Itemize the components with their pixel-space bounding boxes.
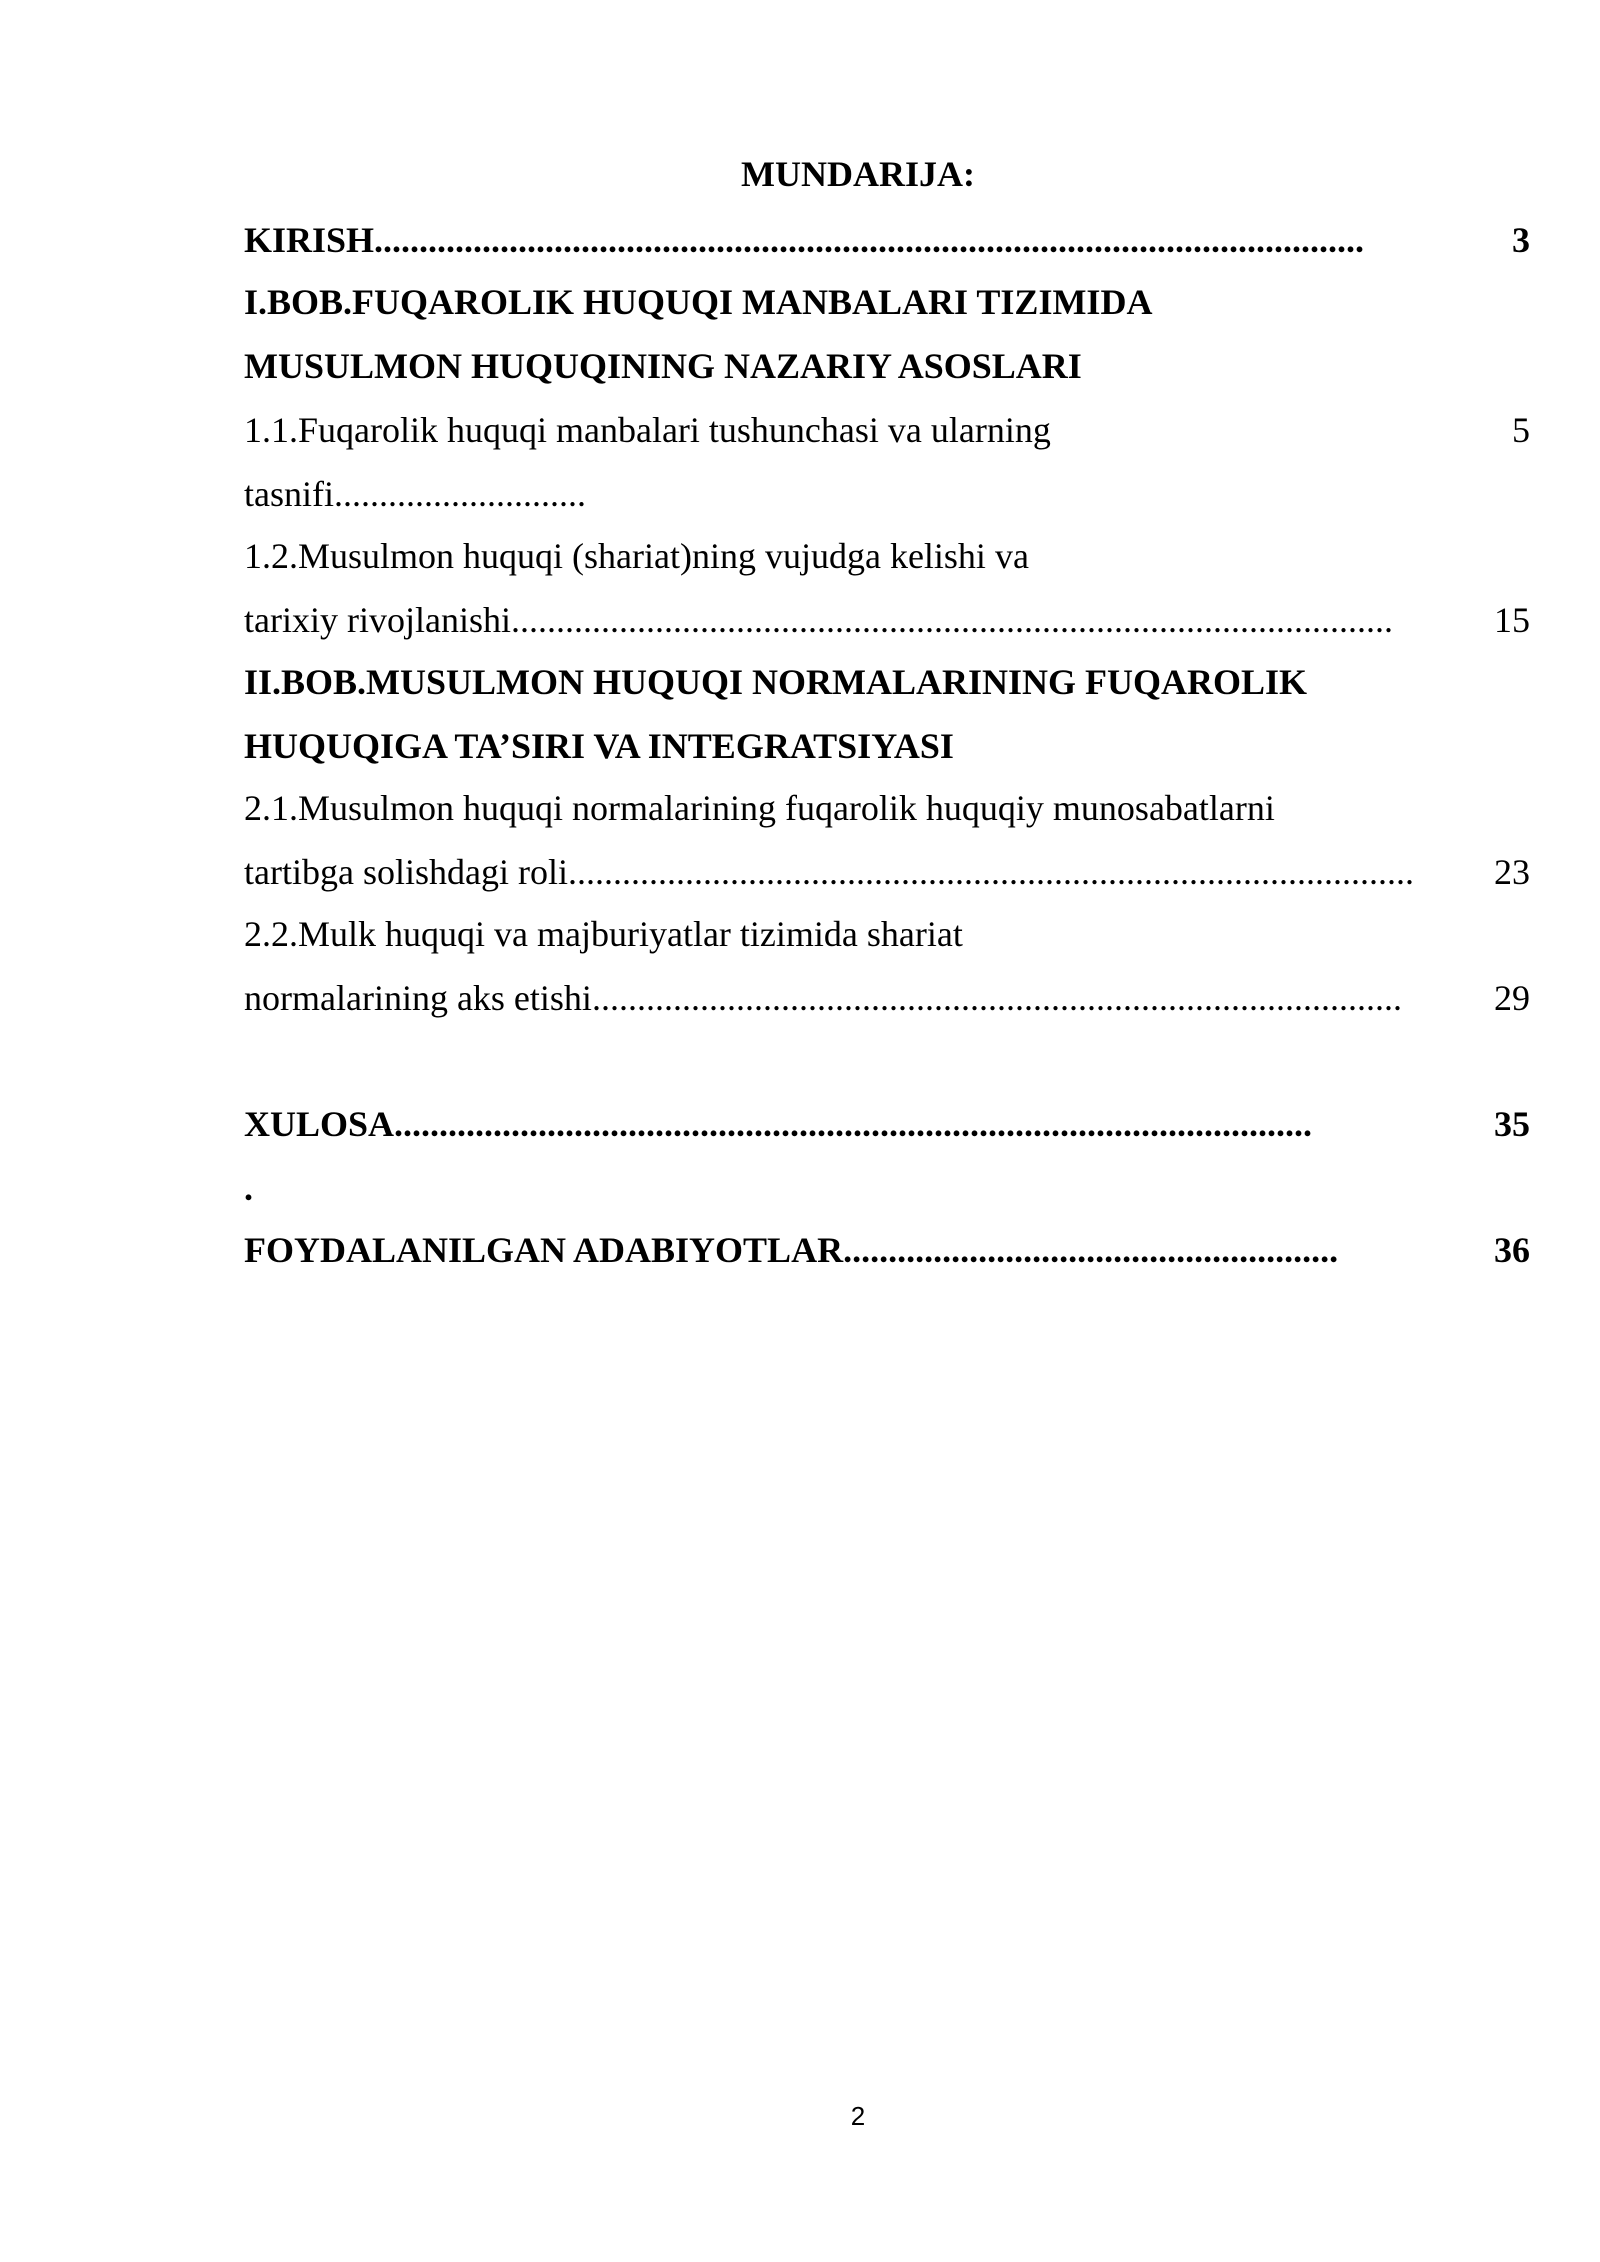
toc-heading: MUNDARIJA: [741, 154, 975, 194]
toc-chapter-2-title-line2[interactable]: HUQUQIGA TA’SIRI VA INTEGRATSIYASI [244, 726, 954, 766]
stray-dot: . [244, 1168, 253, 1208]
toc-chapter-2-title-line1[interactable]: II.BOB.MUSULMON HUQUQI NORMALARINING FUQAROLIK [244, 662, 1308, 702]
toc-section-2-1-line1[interactable]: 2.1.Musulmon huquqi normalarining fuqarolik huquqiy munosabatlarni [244, 788, 1275, 828]
toc-entry-label: KIRISH [244, 220, 375, 260]
toc-page-number: 15 [1494, 600, 1530, 640]
dot-leader: .............................................................................................................. [374, 220, 1365, 260]
toc-section-2-1-line2[interactable] [244, 850, 1456, 894]
toc-section-1-1-line1[interactable]: 1.1.Fuqarolik huquqi manbalari tushunchasi va ularning [244, 410, 1051, 450]
toc-section-2-2-line1[interactable]: 2.2.Mulk huquqi va majburiyatlar tizimida shariat [244, 914, 963, 954]
toc-entry-label: normalarining aks etishi [244, 978, 592, 1018]
footer-page-number: 2 [850, 2101, 866, 2131]
toc-section-1-1-line2[interactable]: tasnifi............................ [244, 474, 586, 514]
toc-entry-xulosa[interactable] [244, 1102, 1456, 1146]
toc-section-1-2-line2[interactable] [244, 598, 1456, 642]
toc-page-number: 35 [1494, 1104, 1530, 1144]
toc-entry-label: tarixiy rivojlanishi [244, 600, 511, 640]
toc-entry-label: tartibga solishdagi roli [244, 852, 568, 892]
dot-leader: .............................................................................................. [567, 852, 1414, 892]
toc-section-1-2-line1[interactable]: 1.2.Musulmon huquqi (shariat)ning vujudga kelishi va [244, 536, 1029, 576]
toc-page-number: 3 [1512, 220, 1530, 260]
toc-chapter-1-title-line1[interactable]: I.BOB.FUQAROLIK HUQUQI MANBALARI TIZIMIDA [244, 282, 1153, 322]
dot-leader: .......................................................................................... [591, 978, 1402, 1018]
dot-leader: ....................................................... [843, 1230, 1339, 1270]
dot-leader: ...................................................................................................... [394, 1104, 1313, 1144]
toc-page-number: 29 [1494, 978, 1530, 1018]
toc-chapter-1-title-line2[interactable]: MUSULMON HUQUQINING NAZARIY ASOSLARI [244, 346, 1082, 386]
toc-page-number: 5 [1512, 410, 1530, 450]
toc-entry-label: XULOSA [244, 1104, 395, 1144]
dot-leader: .................................................................................................. [510, 600, 1393, 640]
toc-page-number: 36 [1494, 1230, 1530, 1270]
toc-page-number: 23 [1494, 852, 1530, 892]
toc-entry-adabiyotlar[interactable] [244, 1228, 1456, 1272]
toc-section-2-2-line2[interactable] [244, 976, 1456, 1020]
toc-entry-label: FOYDALANILGAN ADABIYOTLAR [244, 1230, 844, 1270]
toc-entry-kirish[interactable] [244, 218, 1449, 262]
